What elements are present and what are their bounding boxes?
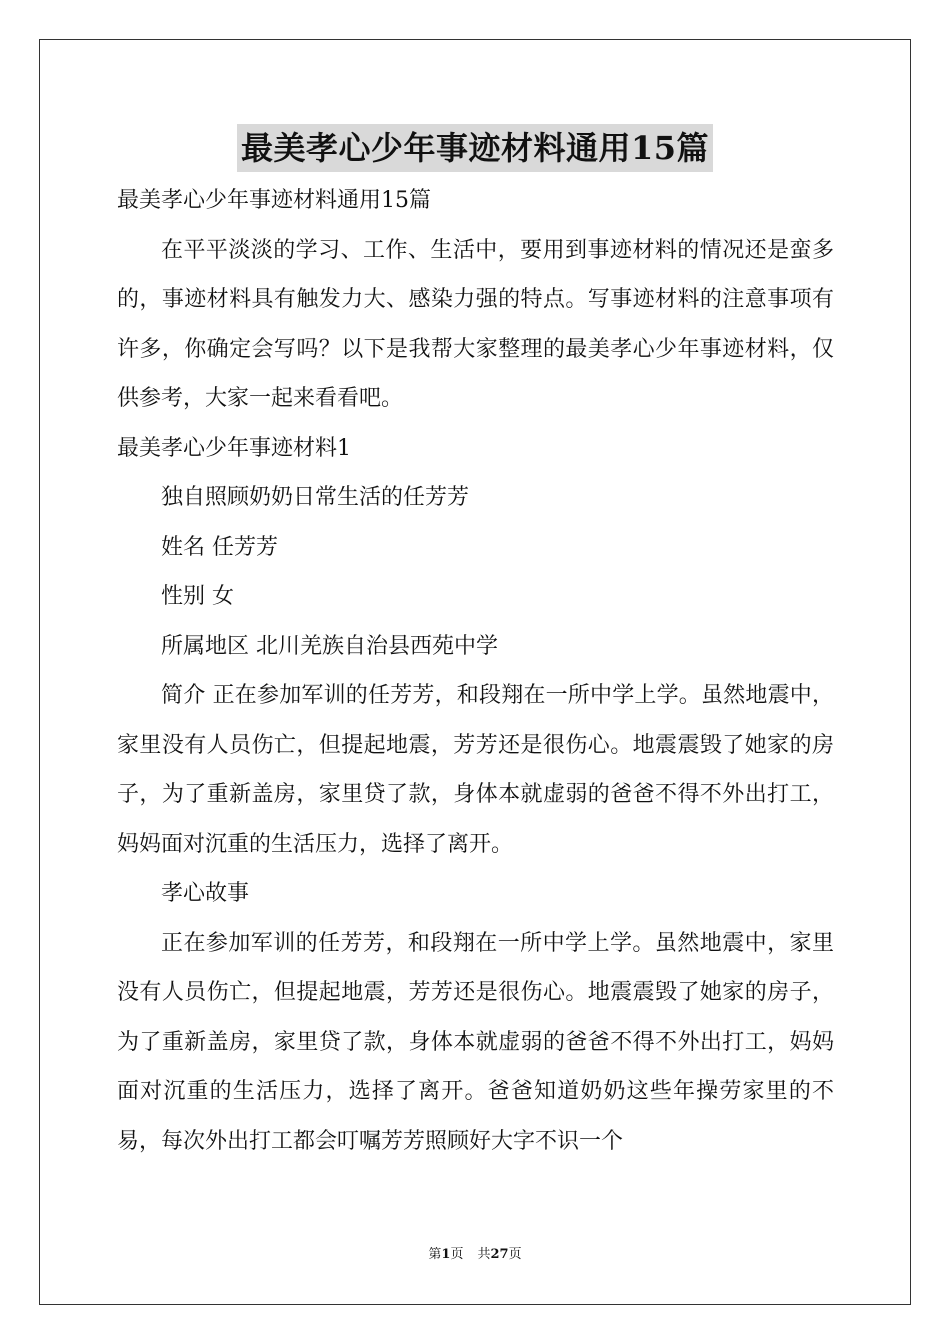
document-body	[117, 176, 834, 1166]
total-suffix: 页	[508, 1247, 522, 1262]
title-container	[0, 124, 950, 172]
page-footer	[0, 1246, 950, 1264]
body-paragraph: 所属地区 北川羌族自治县西苑中学	[161, 633, 498, 659]
body-paragraph: 最美孝心少年事迹材料1	[117, 435, 351, 461]
total-prefix: 共	[477, 1247, 491, 1262]
page-suffix: 页	[450, 1247, 464, 1262]
body-paragraph: 姓名 任芳芳	[161, 534, 278, 560]
body-paragraph: 正在参加军训的任芳芳，和段翔在一所中学上学。虽然地震中，家里没有人员伤亡，但提起地震，芳芳还是很伤心。地震震毁了她家的房子，为了重新盖房，家里贷了款，身体本就虚弱的爸爸不得不外出打工，妈妈面对沉重的生活压力，选择了离开。爸爸知道奶奶这些年操劳家里的不易，每次外出打工都会叮嘱芳芳照顾好大字不识一个	[117, 930, 834, 1154]
body-paragraph: 独自照顾奶奶日常生活的任芳芳	[161, 485, 470, 510]
page-prefix: 第	[428, 1247, 442, 1262]
body-paragraph: 简介 正在参加军训的任芳芳，和段翔在一所中学上学。虽然地震中，家里没有人员伤亡，但提起地震，芳芳还是很伤心。地震震毁了她家的房子，为了重新盖房，家里贷了款，身体本就虚弱的爸爸不得不外出打工，妈妈面对沉重的生活压力，选择了离开。	[117, 683, 834, 857]
body-paragraph: 在平平淡淡的学习、工作、生活中，要用到事迹材料的情况还是蛮多的，事迹材料具有触发力大、感染力强的特点。写事迹材料的注意事项有许多，你确定会写吗？以下是我帮大家整理的最美孝心少年事迹材料，仅供参考，大家一起来看看吧。	[117, 237, 834, 411]
page-number: 1	[441, 1247, 451, 1262]
total-pages: 27	[490, 1247, 509, 1262]
body-paragraph: 最美孝心少年事迹材料通用15篇	[117, 188, 431, 213]
body-paragraph: 性别 女	[161, 584, 234, 609]
body-paragraph: 孝心故事	[161, 881, 250, 906]
document-title: 最美孝心少年事迹材料通用15篇	[237, 124, 713, 172]
